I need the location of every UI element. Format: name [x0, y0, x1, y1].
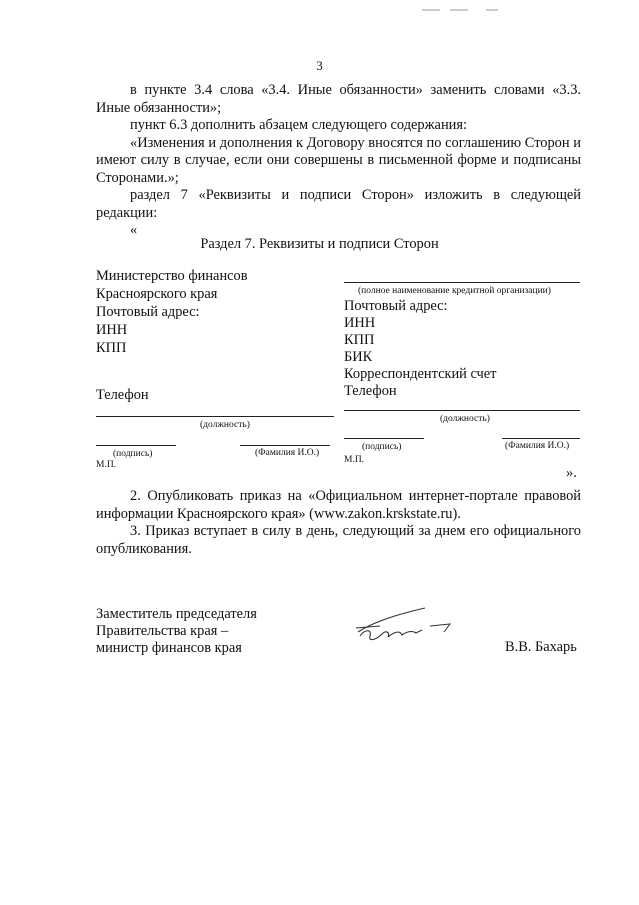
- right-seal: М.П.: [344, 455, 365, 465]
- right-inn: ИНН: [344, 315, 376, 331]
- right-name-caption: (полное наименование кредитной организации): [358, 286, 551, 296]
- right-fio-caption: (Фамилия И.О.): [505, 441, 570, 451]
- section-title: Раздел 7. Реквизиты и подписи Сторон: [200, 236, 439, 252]
- paragraph-quoted-addition: «Изменения и дополнения к Договору вносятся по соглашению Сторон и имеют силу в случае, если они совершены в письменной форме и подписаны Сторонами.»;: [96, 134, 581, 186]
- left-signature-line: [96, 445, 176, 446]
- left-party-name-line2: Красноярского края: [96, 286, 218, 302]
- right-bik: БИК: [344, 349, 373, 365]
- right-position-caption: (должность): [440, 414, 490, 424]
- signatory-title-line2: Правительства края –: [96, 623, 229, 639]
- paragraph-section-7: раздел 7 «Реквизиты и подписи Сторон» изложить в следующей редакции:: [96, 187, 581, 221]
- signatory-title-line1: Заместитель председателя: [96, 606, 257, 622]
- handwritten-signature: [350, 602, 460, 652]
- left-phone: Телефон: [96, 387, 149, 403]
- right-fio-line: [502, 438, 580, 439]
- left-postal-address: Почтовый адрес:: [96, 304, 200, 320]
- left-signature-caption: (подпись): [113, 449, 153, 459]
- open-quote: «: [130, 222, 138, 238]
- right-name-line: [344, 282, 580, 283]
- signatory-name: В.В. Бахарь: [505, 639, 577, 655]
- right-correspondent-account: Корреспондентский счет: [344, 366, 497, 382]
- header-scan-mark: [420, 6, 510, 14]
- right-signature-line: [344, 438, 424, 439]
- item-3-effective: 3. Приказ вступает в силу в день, следующий за днем его официального опубликования.: [96, 523, 581, 557]
- right-postal-address: Почтовый адрес:: [344, 298, 448, 314]
- left-party-name-line1: Министерство финансов: [96, 268, 248, 284]
- right-kpp: КПП: [344, 332, 375, 348]
- paragraph-clause-3-4: в пункте 3.4 слова «3.4. Иные обязанности» заменить словами «3.3. Иные обязанности»;: [96, 82, 581, 116]
- paragraph-clause-6-3: пункт 6.3 дополнить абзацем следующего содержания:: [130, 117, 467, 133]
- page-number: 3: [316, 58, 323, 73]
- left-seal: М.П.: [96, 460, 117, 470]
- right-phone: Телефон: [344, 383, 397, 399]
- right-position-line: [344, 410, 580, 411]
- item-2-publish: 2. Опубликовать приказ на «Официальном интернет-портале правовой информации Красноярского края» (www.zakon.krskstate.ru).: [96, 488, 581, 522]
- signatory-title-line3: министр финансов края: [96, 640, 242, 656]
- close-quote: ».: [566, 465, 577, 481]
- left-inn: ИНН: [96, 322, 128, 338]
- amendment-text: [96, 82, 581, 240]
- left-position-caption: (должность): [200, 420, 250, 430]
- left-name-line: [240, 445, 330, 446]
- left-kpp: КПП: [96, 340, 127, 356]
- left-position-line: [96, 416, 334, 417]
- right-signature-caption: (подпись): [362, 442, 402, 452]
- signatory-title: [96, 606, 257, 657]
- final-items: [96, 488, 581, 558]
- left-name-caption: (Фамилия И.О.): [255, 448, 320, 458]
